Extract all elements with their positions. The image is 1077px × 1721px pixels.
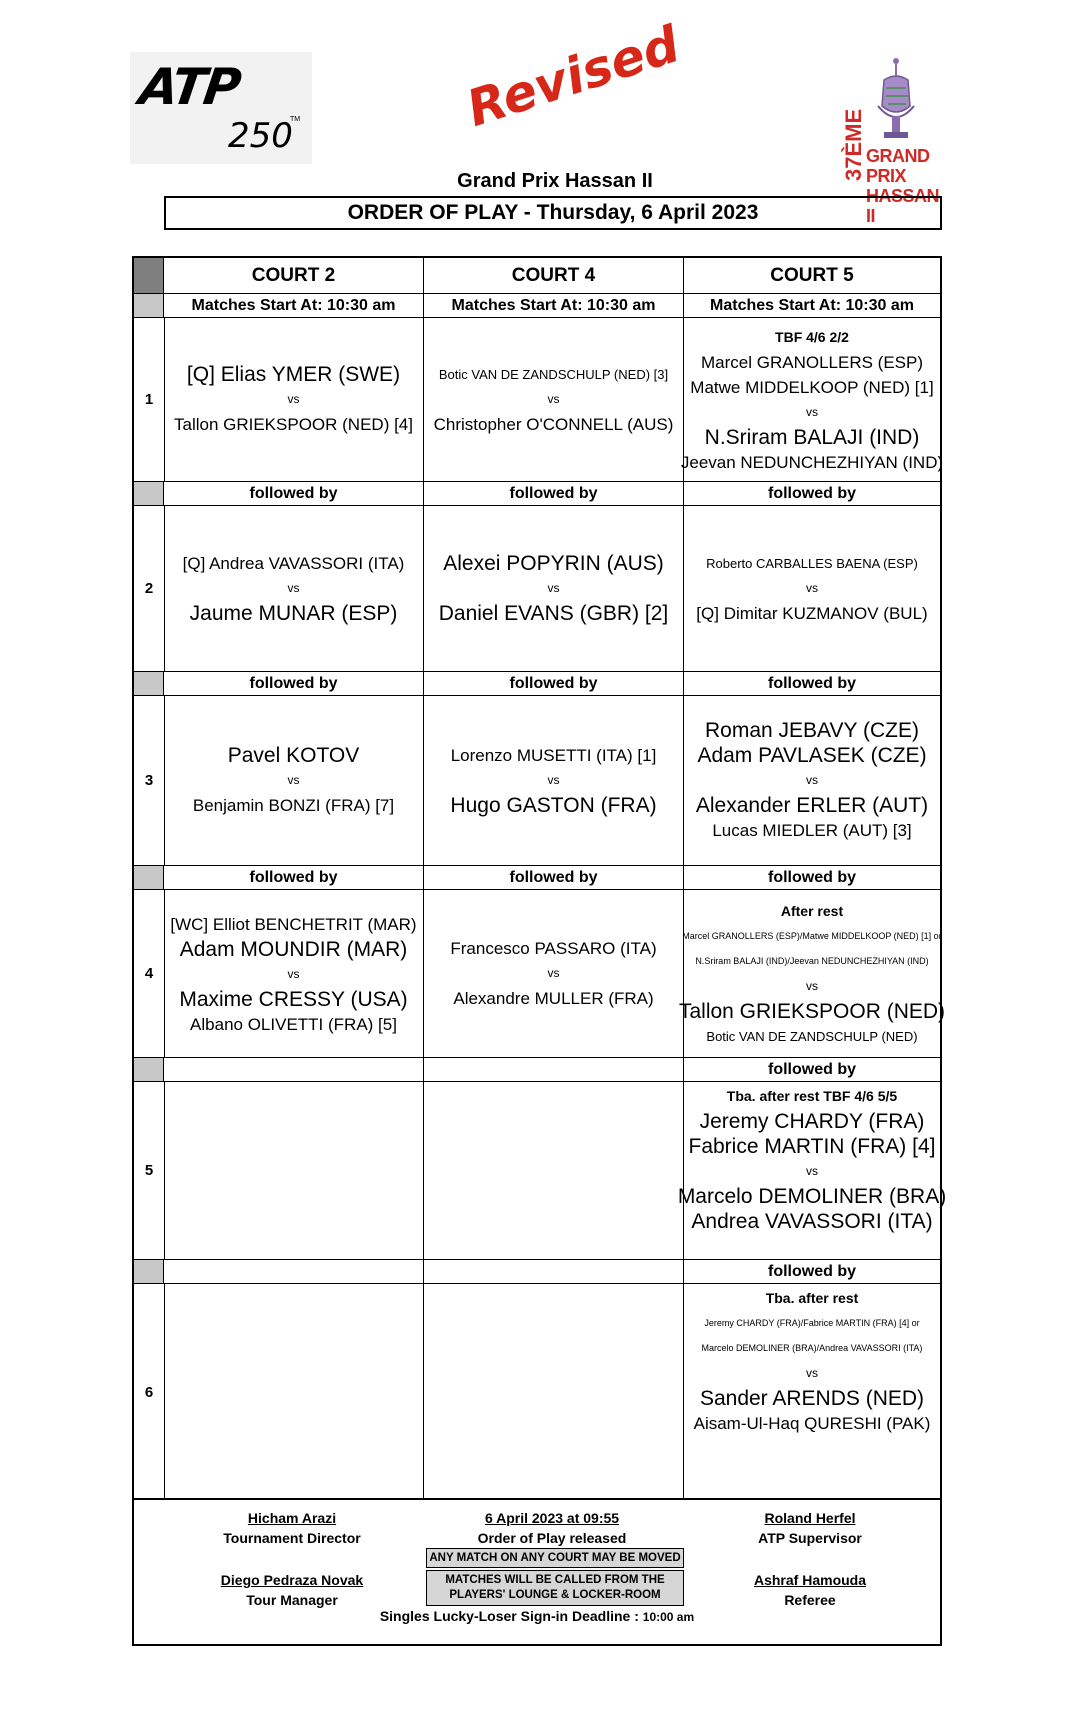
player: Alexander ERLER (AUT) [695, 794, 929, 817]
gp-name-line1: GRAND PRIX [866, 146, 930, 186]
notice-moved: ANY MATCH ON ANY COURT MAY BE MOVED [426, 1548, 684, 1568]
player: Francesco PASSARO (ITA) [450, 939, 657, 958]
vs-label: vs [287, 773, 300, 787]
followed-by-row [134, 1260, 940, 1284]
right-officials [682, 1508, 938, 1610]
left-officials [162, 1508, 422, 1610]
player: Jeevan NEDUNCHEZHIYAN (IND) [680, 452, 944, 472]
vs-label: vs [287, 581, 300, 595]
followed-by-label: followed by [424, 482, 684, 506]
player: Albano OLIVETTI (FRA) [5] [190, 1015, 397, 1034]
row-number: 4 [134, 890, 165, 1058]
director-role: Tournament Director [223, 1530, 361, 1546]
followed-by-label: followed by [684, 672, 940, 696]
released-date: 6 April 2023 at 09:55 [484, 1510, 620, 1526]
match-cell [680, 318, 944, 482]
supervisor-name: Roland Herfel [764, 1510, 856, 1526]
player: Lucas MIEDLER (AUT) [3] [712, 821, 912, 840]
match-cell [164, 506, 424, 672]
notice-called [426, 1570, 684, 1606]
vs-label: vs [287, 392, 300, 406]
row-number: 1 [134, 318, 165, 482]
match-cell [164, 890, 424, 1058]
winner-line: N.Sriram BALAJI (IND)/Jeevan NEDUNCHEZHIYAN (IND) [695, 955, 929, 966]
court-header-row [134, 258, 940, 294]
player: Maxime CRESSY (USA) [179, 988, 408, 1011]
deadline-label: Singles Lucky-Loser Sign-in Deadline : [379, 1608, 639, 1624]
court-5-start: Matches Start At: 10:30 am [684, 294, 940, 318]
player: [Q] Andrea VAVASSORI (ITA) [182, 554, 405, 573]
atp-logo-number: 250 [228, 116, 293, 156]
referee-role: Referee [784, 1592, 836, 1608]
player: [WC] Elliot BENCHETRIT (MAR) [170, 915, 417, 934]
row-number: 6 [134, 1284, 165, 1500]
match-cell [424, 506, 684, 672]
player: Roman JEBAVY (CZE) [705, 719, 919, 742]
vs-label: vs [806, 773, 818, 787]
player: Tallon GRIEKSPOOR (NED) [4] [173, 415, 413, 434]
court-5-header: COURT 5 [684, 258, 940, 294]
match-cell [684, 1284, 940, 1500]
lucky-loser-deadline [132, 1608, 942, 1624]
player: Adam MOUNDIR (MAR) [179, 938, 408, 961]
player: Andrea VAVASSORI (ITA) [691, 1210, 933, 1233]
player: Alexandre MULLER (FRA) [453, 989, 654, 1008]
trophy-icon [870, 58, 920, 146]
match-cell [424, 696, 684, 866]
followed-by-label: followed by [684, 1260, 940, 1284]
vs-label: vs [547, 392, 560, 406]
followed-by-label: followed by [684, 482, 940, 506]
player: [Q] Elias YMER (SWE) [186, 363, 401, 386]
schedule-table [132, 256, 947, 1646]
match-cell [164, 318, 424, 482]
followed-by-label: followed by [164, 866, 424, 890]
player: Matwe MIDDELKOOP (NED) [1] [690, 377, 934, 397]
winner-line: Jeremy CHARDY (FRA)/Fabrice MARTIN (FRA) [4] or [704, 1318, 920, 1328]
start-time-row [134, 294, 940, 318]
match-row-1 [134, 318, 944, 482]
vs-label: vs [547, 773, 560, 787]
court-4-start: Matches Start At: 10:30 am [424, 294, 684, 318]
followed-by-label: followed by [424, 866, 684, 890]
court-2-header: COURT 2 [164, 258, 424, 294]
match-note: After rest [780, 902, 844, 919]
court-4-header: COURT 4 [424, 258, 684, 294]
player: Marcelo DEMOLINER (BRA) [677, 1185, 947, 1208]
row-number: 3 [134, 696, 165, 866]
notice-called-line1: MATCHES WILL BE CALLED FROM THE [445, 1574, 665, 1586]
court-2-start: Matches Start At: 10:30 am [164, 294, 424, 318]
followed-by-label: followed by [164, 482, 424, 506]
match-cell [424, 890, 684, 1058]
vs-label: vs [806, 581, 818, 595]
player: Jeremy CHARDY (FRA) [699, 1110, 925, 1133]
match-cell [424, 318, 684, 482]
vs-label: vs [806, 1164, 818, 1178]
match-note: Tba. after rest TBF 4/6 5/5 [726, 1088, 898, 1104]
player: Marcel GRANOLLERS (ESP) [701, 352, 923, 372]
player: N.Sriram BALAJI (IND) [704, 425, 920, 449]
atp-logo-word: ATP [135, 58, 243, 116]
release-info [422, 1508, 682, 1548]
gp-name-line2: HASSAN II [866, 186, 940, 226]
player: [Q] Dimitar KUZMANOV (BUL) [696, 604, 928, 623]
order-of-play-title: ORDER OF PLAY - Thursday, 6 April 2023 [164, 196, 942, 230]
director-name: Hicham Arazi [247, 1510, 337, 1526]
match-cell [684, 506, 940, 672]
followed-by-label: followed by [684, 1058, 940, 1082]
officials-footer [132, 1498, 942, 1646]
manager-name: Diego Pedraza Novak [220, 1572, 364, 1588]
player: Benjamin BONZI (FRA) [7] [192, 796, 395, 815]
player: Christopher O'CONNELL (AUS) [433, 415, 674, 434]
vs-label: vs [547, 966, 560, 980]
match-note: Tba. after rest [765, 1290, 859, 1306]
row-number: 5 [134, 1082, 165, 1260]
followed-by-label: followed by [424, 672, 684, 696]
vs-label: vs [287, 967, 300, 981]
player: Aisam-Ul-Haq QURESHI (PAK) [693, 1414, 931, 1433]
match-row-2 [134, 506, 940, 672]
player: Botic VAN DE ZANDSCHULP (NED) [706, 1028, 918, 1044]
player: Pavel KOTOV [227, 744, 360, 767]
tournament-name: Grand Prix Hassan II [457, 170, 653, 192]
followed-by-row [134, 672, 940, 696]
player: Sander ARENDS (NED) [699, 1387, 925, 1410]
followed-by-row [134, 866, 940, 890]
vs-label: vs [806, 404, 818, 419]
atp-250-logo [130, 52, 312, 164]
vs-label: vs [806, 1366, 818, 1380]
supervisor-role: ATP Supervisor [758, 1530, 862, 1546]
released-label: Order of Play released [477, 1530, 627, 1546]
match-row-4 [134, 890, 946, 1058]
player: Daniel EVANS (GBR) [2] [438, 602, 669, 625]
deadline-time: 10:00 am [642, 1610, 695, 1624]
revised-stamp: Revised [460, 15, 687, 138]
player: Alexei POPYRIN (AUS) [443, 552, 664, 575]
player: Jaume MUNAR (ESP) [189, 602, 398, 625]
match-cell [164, 696, 424, 866]
followed-by-row [134, 482, 940, 506]
winner-line: Marcelo DEMOLINER (BRA)/Andrea VAVASSORI (ITA) [701, 1343, 923, 1353]
vs-label: vs [547, 581, 560, 595]
match-cell [684, 696, 940, 866]
gp-edition: 37ÈME [841, 108, 866, 181]
followed-by-label: followed by [684, 866, 940, 890]
player: Adam PAVLASEK (CZE) [697, 744, 927, 767]
followed-by-label: followed by [164, 672, 424, 696]
manager-role: Tour Manager [246, 1592, 338, 1608]
player: Lorenzo MUSETTI (ITA) [1] [450, 746, 657, 765]
atp-logo-tm: TM [290, 116, 301, 123]
player: Hugo GASTON (FRA) [450, 794, 657, 817]
referee-name: Ashraf Hamouda [753, 1572, 867, 1588]
match-row-3 [134, 696, 940, 866]
match-note: TBF 4/6 2/2 [775, 328, 849, 345]
player: Fabrice MARTIN (FRA) [4] [688, 1135, 936, 1158]
match-cell [678, 890, 946, 1058]
row-number: 2 [134, 506, 165, 672]
match-row-6 [134, 1284, 940, 1500]
match-row-5 [134, 1082, 947, 1260]
notice-called-line2: PLAYERS' LOUNGE & LOCKER-ROOM [449, 1589, 661, 1601]
player: Tallon GRIEKSPOOR (NED) [678, 999, 946, 1023]
followed-by-row [134, 1058, 940, 1082]
vs-label: vs [806, 978, 818, 993]
match-cell [677, 1082, 947, 1260]
player: Roberto CARBALLES BAENA (ESP) [706, 556, 918, 571]
winner-line: Marcel GRANOLLERS (ESP)/Matwe MIDDELKOOP (NED) [1] or [682, 930, 942, 941]
player: Botic VAN DE ZANDSCHULP (NED) [3] [438, 367, 669, 382]
